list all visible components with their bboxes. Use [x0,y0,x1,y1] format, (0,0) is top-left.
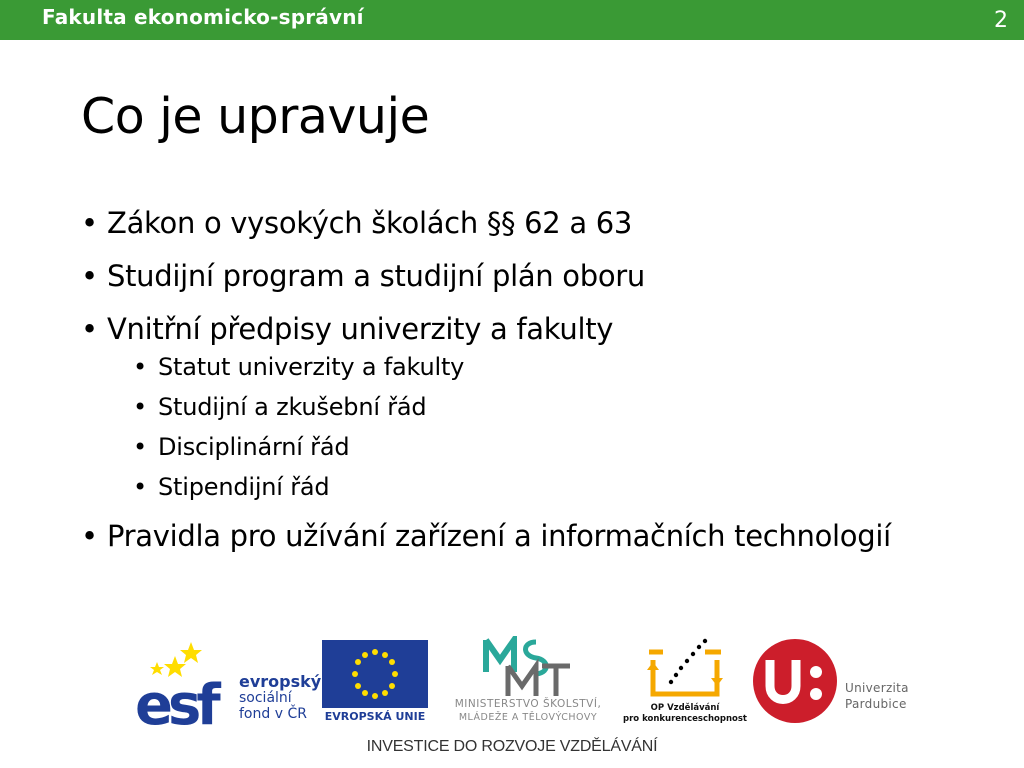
op-line-2: pro konkurenceschopnost [623,714,747,724]
bullet-item: • Studijní program a studijní plán oboru [81,258,981,294]
msmt-logo-icon [478,636,578,698]
msmt-line-2: MLÁDEŽE A TĚLOVÝCHOVY [458,712,598,723]
esf-caption [239,674,321,722]
upce-line-1: Univerzita [845,681,909,695]
op-caption [622,703,748,725]
msmt-line-1: MINISTERSTVO ŠKOLSTVÍ, [454,698,602,710]
slide-title: Co je upravuje [81,88,430,145]
sub-bullet-item: • Studijní a zkušební řád [133,392,981,422]
esf-line-1: evropský [239,672,322,691]
msmt-caption [437,698,619,724]
bullet-list [81,205,981,571]
faculty-name: Fakulta ekonomicko-správní [42,5,364,29]
op-line-1: OP Vzdělávání [650,703,720,713]
esf-line-2: sociální [239,690,292,706]
sub-bullet-item: • Statut univerzity a fakulty [133,352,981,382]
slide-number: 2 [994,8,1008,33]
bullet-item: • Zákon o vysokých školách §§ 62 a 63 [81,205,981,241]
svg-text:esf: esf [135,673,216,728]
logo-strip [0,630,1024,768]
sub-bullet-item: • Stipendijní řád [133,472,981,502]
upce-logo-icon [752,638,840,726]
eu-caption: EVROPSKÁ UNIE [324,710,426,723]
investment-caption: INVESTICE DO ROZVOJE VZDĚLÁVÁNÍ [366,738,658,755]
sub-bullet-list [133,352,981,502]
esf-line-3: fond v ČR [239,706,307,722]
bullet-item: • Pravidla pro užívání zařízení a informačních technologií [81,518,981,554]
upce-line-2: Pardubice [845,697,907,711]
bullet-item: • Vnitřní předpisy univerzity a fakulty [81,311,981,347]
op-logo-icon [645,638,725,702]
esf-logo-icon [135,638,235,728]
eu-flag-icon [322,640,428,708]
sub-bullet-item: • Disciplinární řád [133,432,981,462]
upce-caption [845,680,909,712]
header-bar [0,0,1024,40]
